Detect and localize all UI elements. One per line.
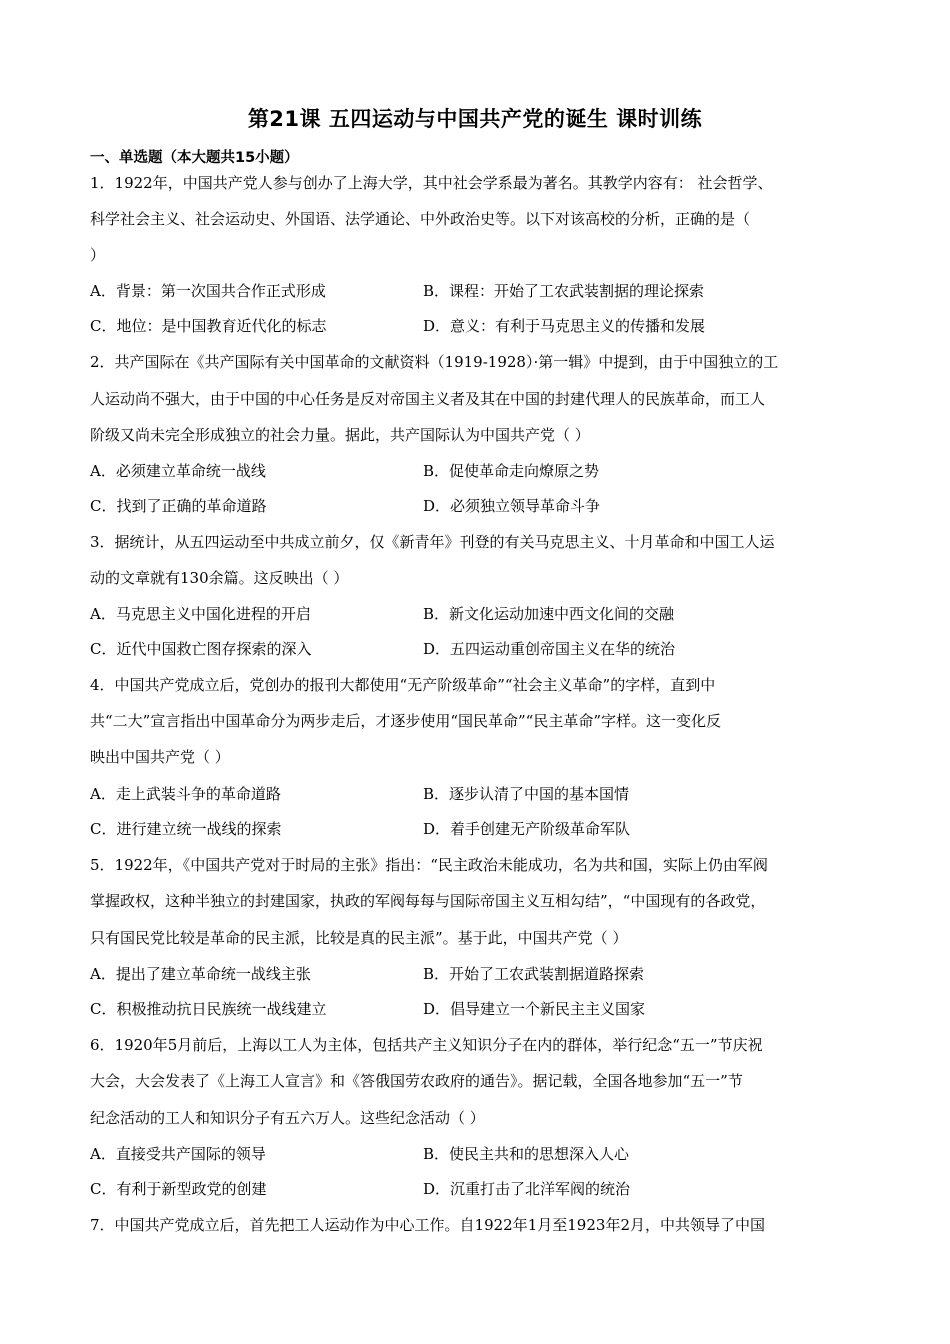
question-6-option-a: A．直接受共产国际的领导 xyxy=(90,1145,266,1163)
question-3-line-2: 动的文章就有130余篇。这反映出（ ） xyxy=(90,569,349,587)
question-3-line-1: 3．据统计，从五四运动至中共成立前夕，仅《新青年》刊登的有关马克思主义、十月革命和中国工人运 xyxy=(90,533,775,551)
question-6-option-b: B．使民主共和的思想深入人心 xyxy=(423,1145,630,1163)
question-6-option-c: C．有利于新型政党的创建 xyxy=(90,1180,267,1198)
question-7-line-1: 7．中国共产党成立后，首先把工人运动作为中心工作。自1922年1月至1923年2月，中共领导了中国 xyxy=(90,1216,765,1234)
question-1-option-a: A．背景：第一次国共合作正式形成 xyxy=(90,282,326,300)
question-1-option-c: C．地位：是中国教育近代化的标志 xyxy=(90,317,327,335)
question-5-line-2: 掌握政权，这种半独立的封建国家，执政的军阀每每与国际帝国主义互相勾结”，“中国现有的各政党， xyxy=(90,892,766,910)
question-4-option-d: D．着手创建无产阶级革命军队 xyxy=(423,820,631,838)
question-4-option-b: B．逐步认清了中国的基本国情 xyxy=(423,785,630,803)
question-2-option-c: C．找到了正确的革命道路 xyxy=(90,497,267,515)
question-4-line-2: 共“二大”宣言指出中国革命分为两步走后，才逐步使用“国民革命”“民主革命”字样。这一变化反 xyxy=(90,712,722,730)
section-heading: 一、单选题（本大题共15小题） xyxy=(90,150,299,166)
question-5-option-c: C．积极推动抗日民族统一战线建立 xyxy=(90,1000,327,1018)
question-4-line-3: 映出中国共产党（ ） xyxy=(90,748,230,766)
question-4-line-1: 4．中国共产党成立后，党创办的报刊大都使用“无产阶级革命”“社会主义革命”的字样，直到中 xyxy=(90,676,716,694)
question-5-option-d: D．倡导建立一个新民主主义国家 xyxy=(423,1000,646,1018)
question-2-line-3: 阶级又尚未完全形成独立的社会力量。据此，共产国际认为中国共产党（ ） xyxy=(90,426,590,444)
question-3-option-a: A．马克思主义中国化进程的开启 xyxy=(90,605,311,623)
question-4-option-a: A．走上武装斗争的革命道路 xyxy=(90,785,281,803)
question-2-option-d: D．必须独立领导革命斗争 xyxy=(423,497,601,515)
question-5-option-b: B．开始了工农武装割据道路探索 xyxy=(423,965,645,983)
question-5-option-a: A．提出了建立革命统一战线主张 xyxy=(90,965,311,983)
question-2-option-b: B．促使革命走向燎原之势 xyxy=(423,462,600,480)
question-2-line-2: 人运动尚不强大，由于中国的中心任务是反对帝国主义者及其在中国的封建代理人的民族革命，而工人 xyxy=(90,390,766,408)
question-6-option-d: D．沉重打击了北洋军阀的统治 xyxy=(423,1180,631,1198)
question-6-line-3: 纪念活动的工人和知识分子有五六万人。这些纪念活动（ ） xyxy=(90,1109,485,1127)
question-5-line-3: 只有国民党比较是革命的民主派，比较是真的民主派”。基于此，中国共产党（ ） xyxy=(90,929,628,947)
question-1-line-3: ） xyxy=(90,246,106,264)
question-6-line-2: 大会，大会发表了《上海工人宣言》和《答俄国劳农政府的通告》。据记载，全国各地参加“五一”节 xyxy=(90,1072,743,1090)
question-1-line-1: 1．1922年，中国共产党人参与创办了上海大学，其中社会学系最为著名。其教学内容有： 社会哲学、 xyxy=(90,174,773,192)
question-3-option-b: B．新文化运动加速中西文化间的交融 xyxy=(423,605,675,623)
question-5-line-1: 5．1922年，《中国共产党对于时局的主张》指出：“民主政治未能成功，名为共和国，实际上仍由军阀 xyxy=(90,856,768,874)
question-2-option-a: A．必须建立革命统一战线 xyxy=(90,462,266,480)
question-1-option-b: B．课程：开始了工农武装割据的理论探索 xyxy=(423,282,705,300)
question-3-option-c: C．近代中国救亡图存探索的深入 xyxy=(90,640,312,658)
question-3-option-d: D．五四运动重创帝国主义在华的统治 xyxy=(423,640,676,658)
question-6-line-1: 6．1920年5月前后，上海以工人为主体，包括共产主义知识分子在内的群体，举行纪念“五一”节庆祝 xyxy=(90,1036,763,1054)
question-2-line-1: 2．共产国际在《共产国际有关中国革命的文献资料（1919-1928）·第一辑》中提到，由于中国独立的工 xyxy=(90,353,779,371)
page-title: 第21课 五四运动与中国共产党的诞生 课时训练 xyxy=(247,107,703,131)
question-4-option-c: C．进行建立统一战线的探索 xyxy=(90,820,282,838)
question-1-option-d: D．意义：有利于马克思主义的传播和发展 xyxy=(423,317,706,335)
question-1-line-2: 科学社会主义、社会运动史、外国语、法学通论、中外政治史等。以下对该高校的分析，正确的是（ xyxy=(90,210,751,228)
